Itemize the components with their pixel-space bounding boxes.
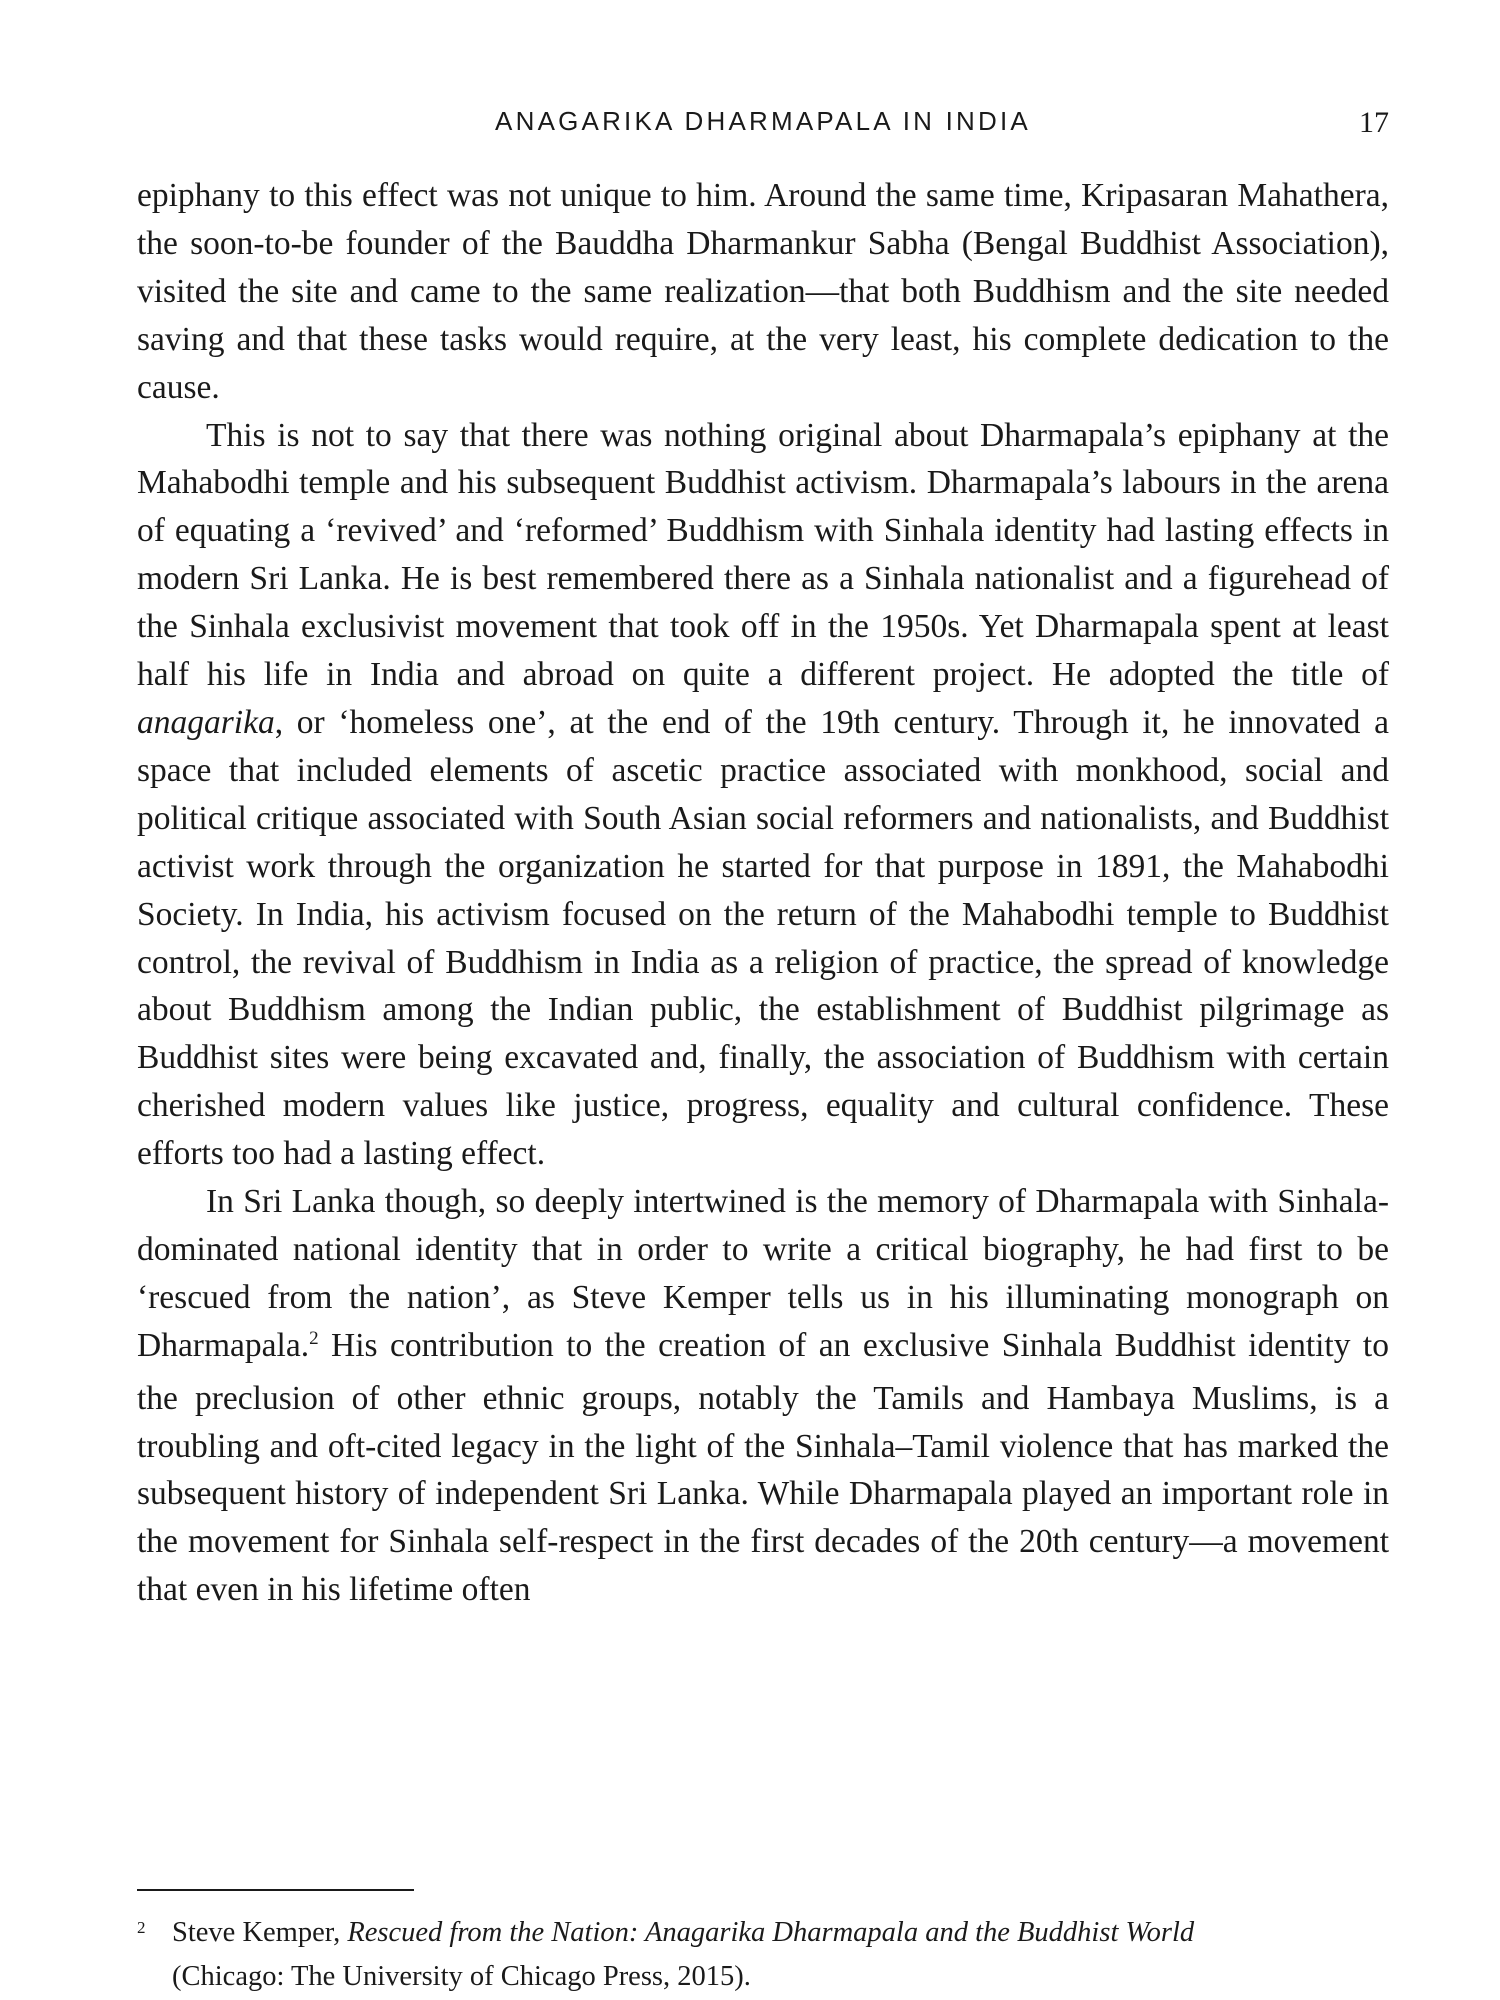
page-number: 17 bbox=[1359, 106, 1389, 139]
paragraph-3-text-a: In Sri Lanka though, so deeply intertwined is the memory of Dharmapala with Sinhala-dominated national identity that in order to write a critical biography, he had first to be ‘rescued from the nation’, as Steve Kemper tells us in his illuminating monograph on Dharmapala. bbox=[137, 1183, 1389, 1364]
body-text bbox=[137, 172, 1389, 1614]
page-header bbox=[137, 106, 1389, 146]
anagarika-term: anagarika bbox=[137, 703, 275, 741]
paragraph-3 bbox=[137, 1178, 1389, 1614]
footnote-book-title: Rescued from the Nation: Anagarika Dharmapala and the Buddhist World bbox=[347, 1917, 1195, 1948]
footnote-marker: 2 bbox=[137, 1918, 146, 1937]
footnote-author: Steve Kemper, bbox=[172, 1917, 348, 1948]
paragraph-2-text-a: This is not to say that there was nothing original about Dharmapala’s epiphany at the Mahabodhi temple and his subsequent Buddhist activism. Dharmapala’s labours in the arena of equating a ‘revived’ and ‘reformed’ Buddhism with Sinhala identity had lasting effects in modern Sri Lanka. He is best remembered there as a Sinhala nationalist and a figurehead of the Sinhala exclusivist movement that took off in the 1950s. Yet Dharmapala spent at least half his life in India and abroad on quite a different project. He adopted the title of bbox=[137, 416, 1389, 694]
paragraph-2-text-b: , or ‘homeless one’, at the end of the 19th century. Through it, he innovated a space that included elements of ascetic practice associated with monkhood, social and political critique associated with South Asian social reformers and nationalists, and Buddhist activist work through the organization he started for that purpose in 1891, the Mahabodhi Society. In India, his activism focused on the return of the Mahabodhi temple to Buddhist control, the revival of Buddhism in India as a religion of practice, the spread of knowledge about Buddhism among the Indian public, the establishment of Buddhist pilgrimage as Buddhist sites were being excavated and, finally, the association of Buddhism with certain cherished modern values like justice, progress, equality and cultural confidence. These efforts too had a lasting effect. bbox=[137, 703, 1389, 1173]
footnote-separator bbox=[137, 1889, 414, 1891]
footnote-first-line bbox=[137, 1912, 1389, 1956]
footnote bbox=[137, 1912, 1389, 1997]
running-head: ANAGARIKA DHARMAPALA IN INDIA bbox=[495, 106, 1031, 136]
footnote-reference[interactable]: 2 bbox=[309, 1327, 319, 1349]
footnote-citation bbox=[172, 1912, 1389, 1953]
paragraph-1: epiphany to this effect was not unique to him. Around the same time, Kripasaran Mahathera, the soon-to-be founder of the Bauddha Dharmankur Sabha (Bengal Buddhist Association), visited the site and came to the same realization—that both Buddhism and the site needed saving and that these tasks would require, at the very least, his complete dedication to the cause. bbox=[137, 177, 1389, 406]
paragraph-3-text-b: His contribution to the creation of an exclusive Sinhala Buddhist identity to the preclusion of other ethnic groups, notably the Tamils and Hambaya Muslims, is a troubling and oft-cited legacy in the light of the Sinhala–Tamil violence that has marked the subsequent history of independent Sri Lanka. While Dharmapala played an important role in the movement for Sinhala self-respect in the first decades of the 20th century—a movement that even in his lifetime often bbox=[137, 1326, 1389, 1609]
paragraph-2 bbox=[137, 412, 1389, 1179]
footnote-publication: (Chicago: The University of Chicago Press, 2015). bbox=[172, 1961, 751, 1992]
